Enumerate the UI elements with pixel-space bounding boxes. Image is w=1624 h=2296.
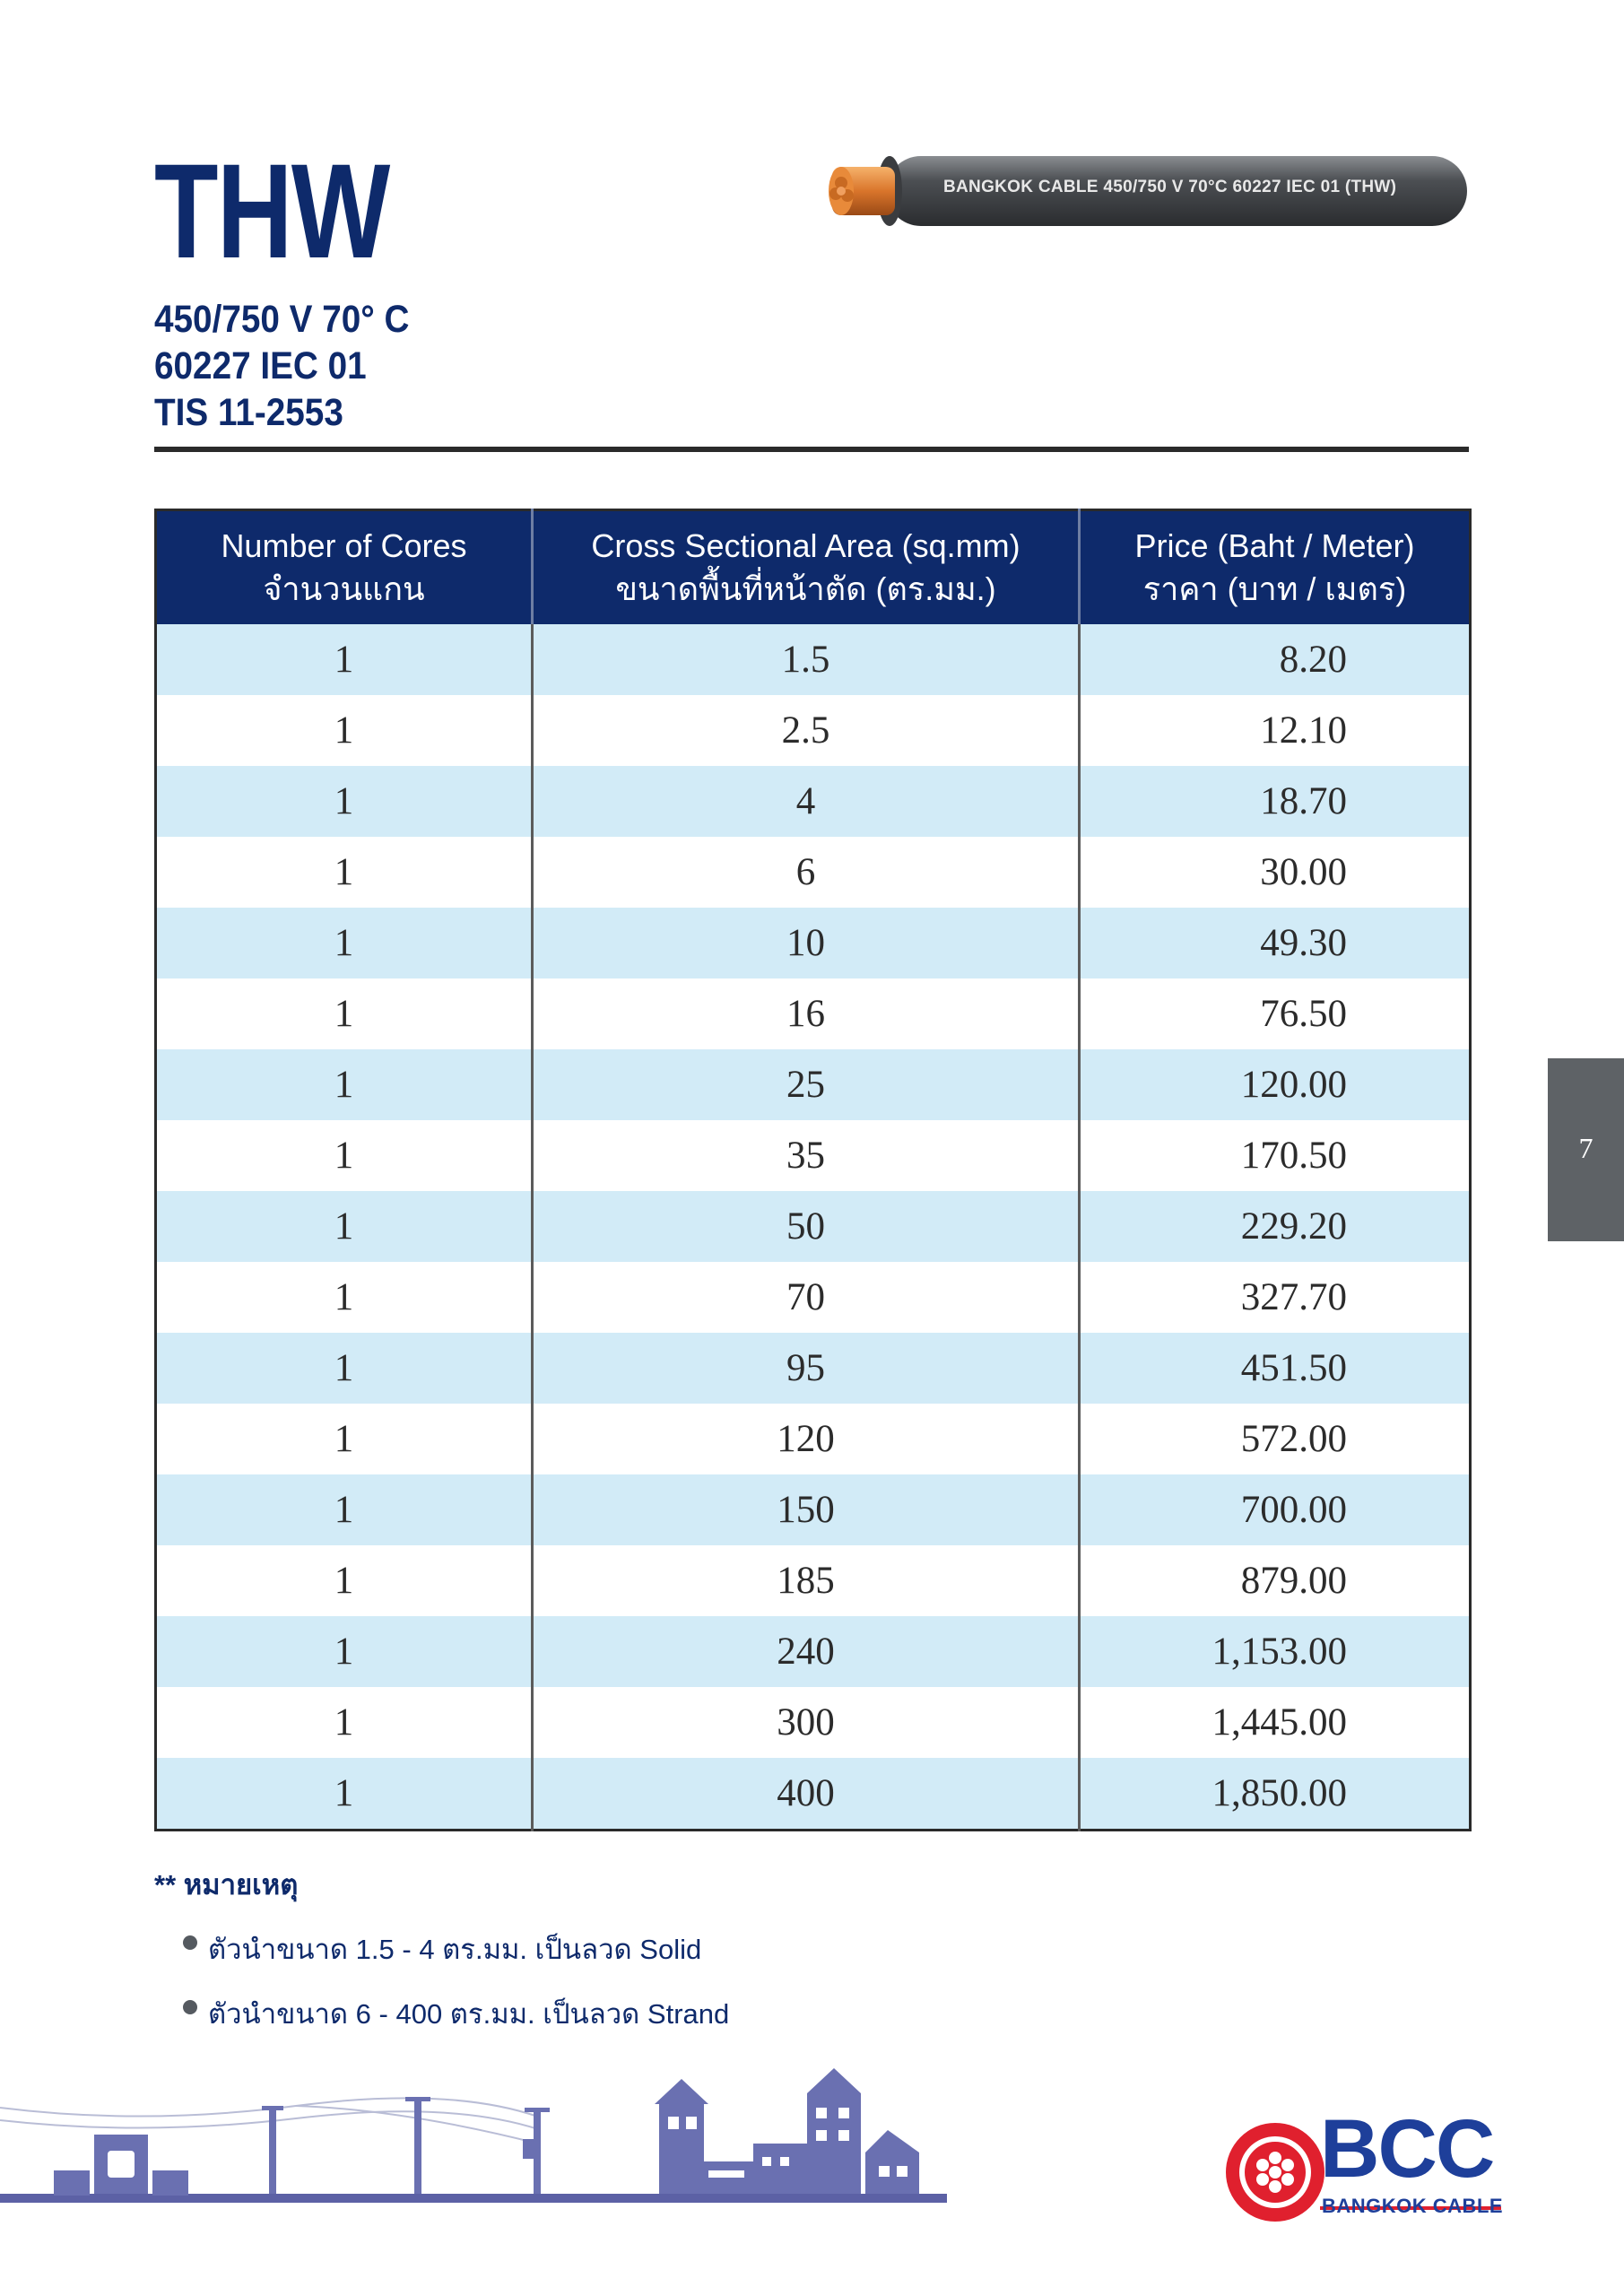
page-tab (1548, 1058, 1624, 1241)
area-cell: 1.5 (533, 624, 1080, 695)
cores-cell: 1 (156, 1687, 533, 1758)
notes-heading: ** หมายเหตุ (154, 1869, 299, 1900)
cores-cell: 1 (156, 978, 533, 1049)
price-cell: 49.30 (1080, 908, 1471, 978)
area-cell: 300 (533, 1687, 1080, 1758)
cores-cell: 1 (156, 1120, 533, 1191)
table-row (156, 624, 1471, 695)
table-row (156, 1687, 1471, 1758)
price-table (154, 509, 1472, 1831)
price-cell: 30.00 (1080, 837, 1471, 908)
price-cell: 572.00 (1080, 1404, 1471, 1474)
table-row (156, 1474, 1471, 1545)
table-row (156, 1404, 1471, 1474)
page-number: 7 (1578, 1132, 1594, 1164)
area-cell: 35 (533, 1120, 1080, 1191)
table-row (156, 695, 1471, 766)
table-row (156, 1616, 1471, 1687)
cores-cell: 1 (156, 624, 533, 695)
area-cell: 185 (533, 1545, 1080, 1616)
area-cell: 2.5 (533, 695, 1080, 766)
bullet-icon (183, 2000, 197, 2014)
cores-cell: 1 (156, 1404, 533, 1474)
cores-cell: 1 (156, 1616, 533, 1687)
cores-cell: 1 (156, 1262, 533, 1333)
price-cell: 1,445.00 (1080, 1687, 1471, 1758)
area-cell: 10 (533, 908, 1080, 978)
header-divider (154, 447, 1469, 452)
price-cell: 229.20 (1080, 1191, 1471, 1262)
price-cell: 18.70 (1080, 766, 1471, 837)
table-row (156, 766, 1471, 837)
spec-voltage: 450/750 V 70° C (154, 298, 410, 341)
cores-cell: 1 (156, 1333, 533, 1404)
cores-cell: 1 (156, 1191, 533, 1262)
cores-cell: 1 (156, 766, 533, 837)
price-cell: 12.10 (1080, 695, 1471, 766)
price-cell: 8.20 (1080, 624, 1471, 695)
header-cores: Number of Cores จำนวนแกน (156, 510, 533, 625)
note-item: ตัวนำขนาด 1.5 - 4 ตร.มม. เป็นลวด Solid (208, 1926, 729, 1971)
brand-subtitle: BANGKOK CABLE (1322, 2195, 1504, 2217)
spec-tis: TIS 11-2553 (154, 391, 343, 434)
area-cell: 150 (533, 1474, 1080, 1545)
cores-cell: 1 (156, 695, 533, 766)
note-item: ตัวนำขนาด 6 - 400 ตร.มม. เป็นลวด Strand (208, 1991, 729, 2036)
price-cell: 1,153.00 (1080, 1616, 1471, 1687)
area-cell: 6 (533, 837, 1080, 908)
header-area: Cross Sectional Area (sq.mm) ขนาดพื้นที่หน้าตัด (ตร.มม.) (533, 510, 1080, 625)
header-price: Price (Baht / Meter) ราคา (บาท / เมตร) (1080, 510, 1471, 625)
table-row (156, 1758, 1471, 1831)
bullet-icon (183, 1935, 197, 1950)
table-row (156, 1262, 1471, 1333)
cores-cell: 1 (156, 1474, 533, 1545)
table-header-row (156, 510, 1471, 625)
area-cell: 4 (533, 766, 1080, 837)
table-row (156, 1191, 1471, 1262)
cores-cell: 1 (156, 1545, 533, 1616)
table-row (156, 908, 1471, 978)
spec-block (154, 296, 438, 436)
price-cell: 76.50 (1080, 978, 1471, 1049)
price-cell: 327.70 (1080, 1262, 1471, 1333)
spec-iec: 60227 IEC 01 (154, 344, 367, 387)
table-row (156, 1120, 1471, 1191)
cores-cell: 1 (156, 908, 533, 978)
price-cell: 700.00 (1080, 1474, 1471, 1545)
area-cell: 240 (533, 1616, 1080, 1687)
table-row (156, 837, 1471, 908)
area-cell: 25 (533, 1049, 1080, 1120)
area-cell: 16 (533, 978, 1080, 1049)
brand-name: BCC (1320, 2103, 1494, 2195)
table-row (156, 978, 1471, 1049)
table-row (156, 1545, 1471, 1616)
area-cell: 120 (533, 1404, 1080, 1474)
price-cell: 120.00 (1080, 1049, 1471, 1120)
price-cell: 1,850.00 (1080, 1758, 1471, 1831)
notes-block (154, 1862, 729, 2036)
area-cell: 95 (533, 1333, 1080, 1404)
cable-print-text: BANGKOK CABLE 450/750 V 70°C 60227 IEC 01 (THW) (943, 178, 1397, 196)
price-cell: 170.50 (1080, 1120, 1471, 1191)
area-cell: 400 (533, 1758, 1080, 1831)
table-row (156, 1049, 1471, 1120)
table-row (156, 1333, 1471, 1404)
price-cell: 879.00 (1080, 1545, 1471, 1616)
price-cell: 451.50 (1080, 1333, 1471, 1404)
city-skyline-illustration (0, 2054, 951, 2206)
cores-cell: 1 (156, 1049, 533, 1120)
cores-cell: 1 (156, 837, 533, 908)
area-cell: 50 (533, 1191, 1080, 1262)
cores-cell: 1 (156, 1758, 533, 1831)
area-cell: 70 (533, 1262, 1080, 1333)
product-title: THW (154, 135, 389, 286)
